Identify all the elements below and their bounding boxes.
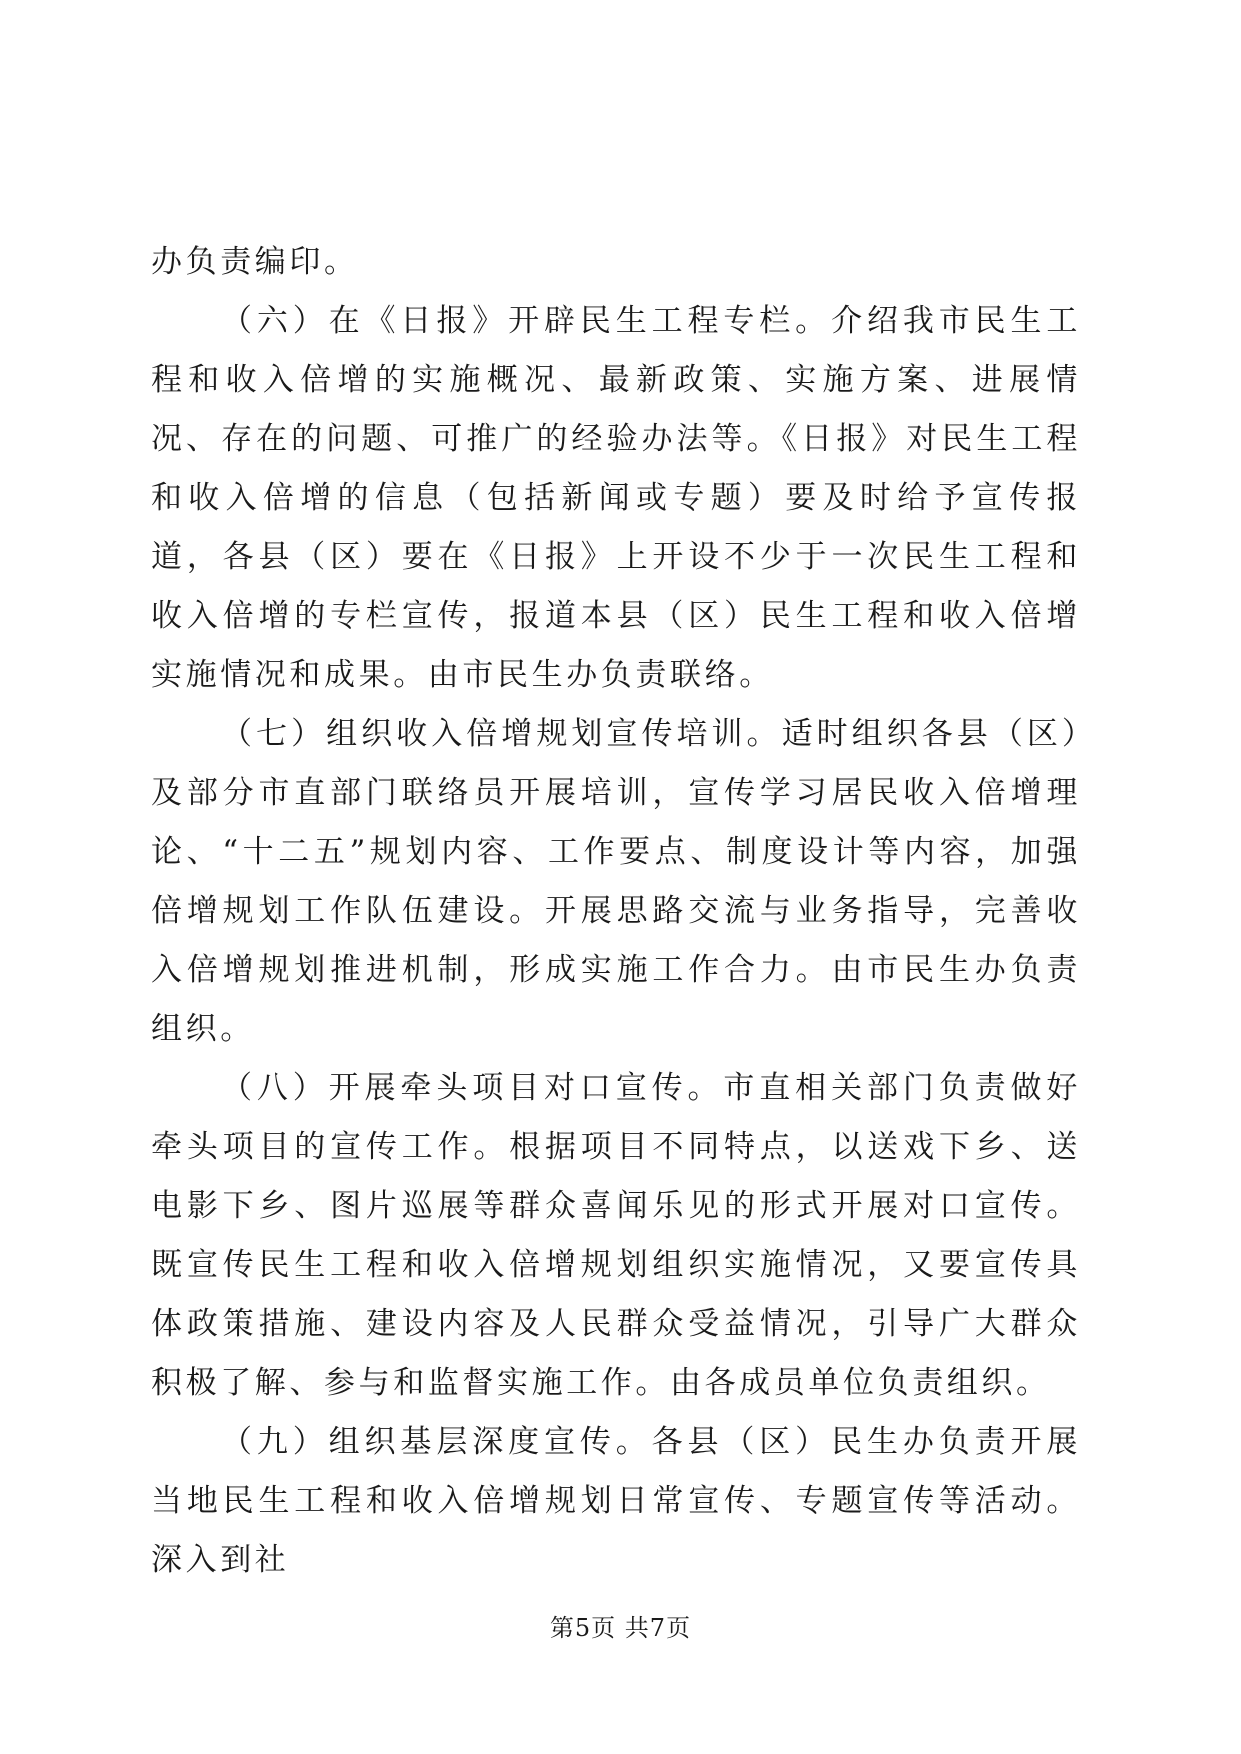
paragraph-section-9: （九）组织基层深度宣传。各县（区）民生办负责开展当地民生工程和收入倍增规划日常宣传、专题宣传等活动。深入到社 — [151, 1424, 1081, 1578]
paragraph-continuation: 办负责编印。 — [151, 244, 359, 280]
document-body — [151, 233, 1081, 1590]
paragraph-section-7: （七）组织收入倍增规划宣传培训。适时组织各县（区）及部分市直部门联络员开展培训，宣传学习居民收入倍增理论、“十二五”规划内容、工作要点、制度设计等内容，加强倍增规划工作队伍建设。开展思路交流与业务指导，完善收入倍增规划推进机制，形成实施工作合力。由市民生办负责组织。 — [151, 716, 1081, 1047]
paragraph-section-6: （六）在《日报》开辟民生工程专栏。介绍我市民生工程和收入倍增的实施概况、最新政策、实施方案、进展情况、存在的问题、可推广的经验办法等。《日报》对民生工程和收入倍增的信息（包括新闻或专题）要及时给予宣传报道，各县（区）要在《日报》上开设不少于一次民生工程和收入倍增的专栏宣传，报道本县（区）民生工程和收入倍增实施情况和成果。由市民生办负责联络。 — [151, 303, 1081, 693]
page-footer: 第5页 共7页 — [549, 1614, 692, 1642]
paragraph-section-8: （八）开展牵头项目对口宣传。市直相关部门负责做好牵头项目的宣传工作。根据项目不同特点，以送戏下乡、送电影下乡、图片巡展等群众喜闻乐见的形式开展对口宣传。既宣传民生工程和收入倍增规划组织实施情况，又要宣传具体政策措施、建设内容及人民群众受益情况，引导广大群众积极了解、参与和监督实施工作。由各成员单位负责组织。 — [151, 1070, 1081, 1401]
